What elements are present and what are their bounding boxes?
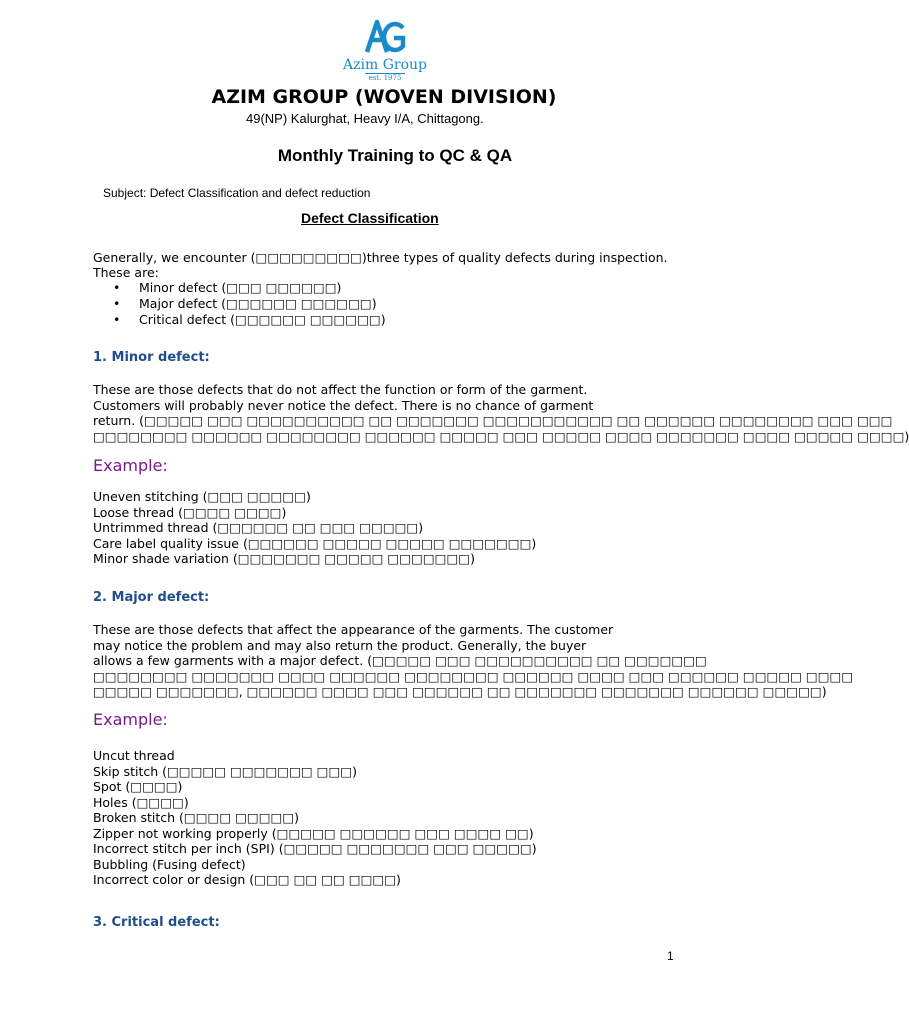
paragraph-line: may notice the problem and may also return the product. Generally, the buyer <box>93 637 587 653</box>
paragraph-line: These are those defects that do not affect the function or form of the garment. <box>93 382 588 397</box>
list-item: Uncut thread <box>93 748 175 763</box>
paragraph-line: return. (□□□□□ □□□ □□□□□□□□□□ □□ □□□□□□□ □□□□□□□□□□□ □□ □□□□□□ □□□□□□□□ □□□ □□□ <box>93 413 893 428</box>
paragraph-line: □□□□□ □□□□□□□, □□□□□□ □□□□ □□□ □□□□□□ □□ □□□□□□□ □□□□□□□ □□□□□□ □□□□□) <box>93 684 827 699</box>
minor-example-label: Example: <box>93 456 168 475</box>
intro-line-1: Generally, we encounter (□□□□□□□□□)three types of quality defects during inspection. <box>93 250 668 265</box>
list-item: Incorrect stitch per inch (SPI) (□□□□□ □□□□□□□ □□□ □□□□□) <box>93 841 537 856</box>
paragraph-line: These are those defects that affect the appearance of the garments. The customer <box>93 622 614 637</box>
list-item: Loose thread (□□□□ □□□□) <box>93 504 287 520</box>
paragraph-line: □□□□□□□□ □□□□□□□ □□□□ □□□□□□ □□□□□□□□ □□□□□□ □□□□ □□□ □□□□□□ □□□□□ □□□□ <box>93 668 854 684</box>
paragraph-line: Customers will probably never notice the defect. There is no chance of garment <box>93 397 594 413</box>
page-number: 1 <box>667 949 674 963</box>
list-item: • Major defect (□□□□□□ □□□□□□) <box>113 296 386 312</box>
major-example-label: Example: <box>93 710 168 729</box>
logo-established: est. 1975 <box>365 73 405 82</box>
list-item: Incorrect color or design (□□□ □□ □□ □□□□) <box>93 872 401 887</box>
list-item: Zipper not working properly (□□□□□ □□□□□□ □□□ □□□□ □□) <box>93 825 534 841</box>
defect-types-list <box>113 280 386 328</box>
major-examples-list <box>93 748 537 888</box>
logo-name: Azim Group <box>343 57 427 73</box>
list-item: • Minor defect (□□□ □□□□□□) <box>113 280 386 296</box>
list-item: • Critical defect (□□□□□□ □□□□□□) <box>113 312 386 328</box>
list-item: Bubbling (Fusing defect) <box>93 856 246 872</box>
company-address: 49(NP) Kalurghat, Heavy I/A, Chittagong. <box>246 111 484 126</box>
section-title: Defect Classification <box>301 210 439 226</box>
minor-examples-list <box>93 489 536 567</box>
major-defect-paragraph <box>93 622 853 700</box>
company-logo <box>340 18 430 82</box>
minor-defect-heading: 1. Minor defect: <box>93 350 210 365</box>
paragraph-line: □□□□□□□□ □□□□□□ □□□□□□□□ □□□□□□ □□□□□ □□□ □□□□□ □□□□ □□□□□□□ □□□□ □□□□□ □□□□) <box>93 428 909 444</box>
list-item: Skip stitch (□□□□□ □□□□□□□ □□□) <box>93 763 357 779</box>
training-title: Monthly Training to QC & QA <box>277 146 513 165</box>
intro-line-2: These are: <box>93 265 159 280</box>
company-title: AZIM GROUP (WOVEN DIVISION) <box>211 86 557 108</box>
list-item: Untrimmed thread (□□□□□□ □□ □□□ □□□□□) <box>93 520 424 535</box>
list-item: Holes (□□□□) <box>93 794 189 810</box>
azim-group-logo-icon <box>363 18 407 56</box>
list-item: Uneven stitching (□□□ □□□□□) <box>93 489 311 504</box>
list-item: Care label quality issue (□□□□□□ □□□□□ □□□□□ □□□□□□□) <box>93 535 537 551</box>
major-defect-heading: 2. Major defect: <box>93 590 210 605</box>
paragraph-line: allows a few garments with a major defect. (□□□□□ □□□ □□□□□□□□□□ □□ □□□□□□□ <box>93 653 707 668</box>
critical-defect-heading: 3. Critical defect: <box>93 915 220 930</box>
list-item: Minor shade variation (□□□□□□□ □□□□□ □□□□□□□) <box>93 551 475 566</box>
minor-defect-paragraph <box>93 382 909 444</box>
list-item: Broken stitch (□□□□ □□□□□) <box>93 810 300 825</box>
list-item: Spot (□□□□) <box>93 779 183 794</box>
subject-line: Subject: Defect Classification and defect reduction <box>103 186 371 200</box>
